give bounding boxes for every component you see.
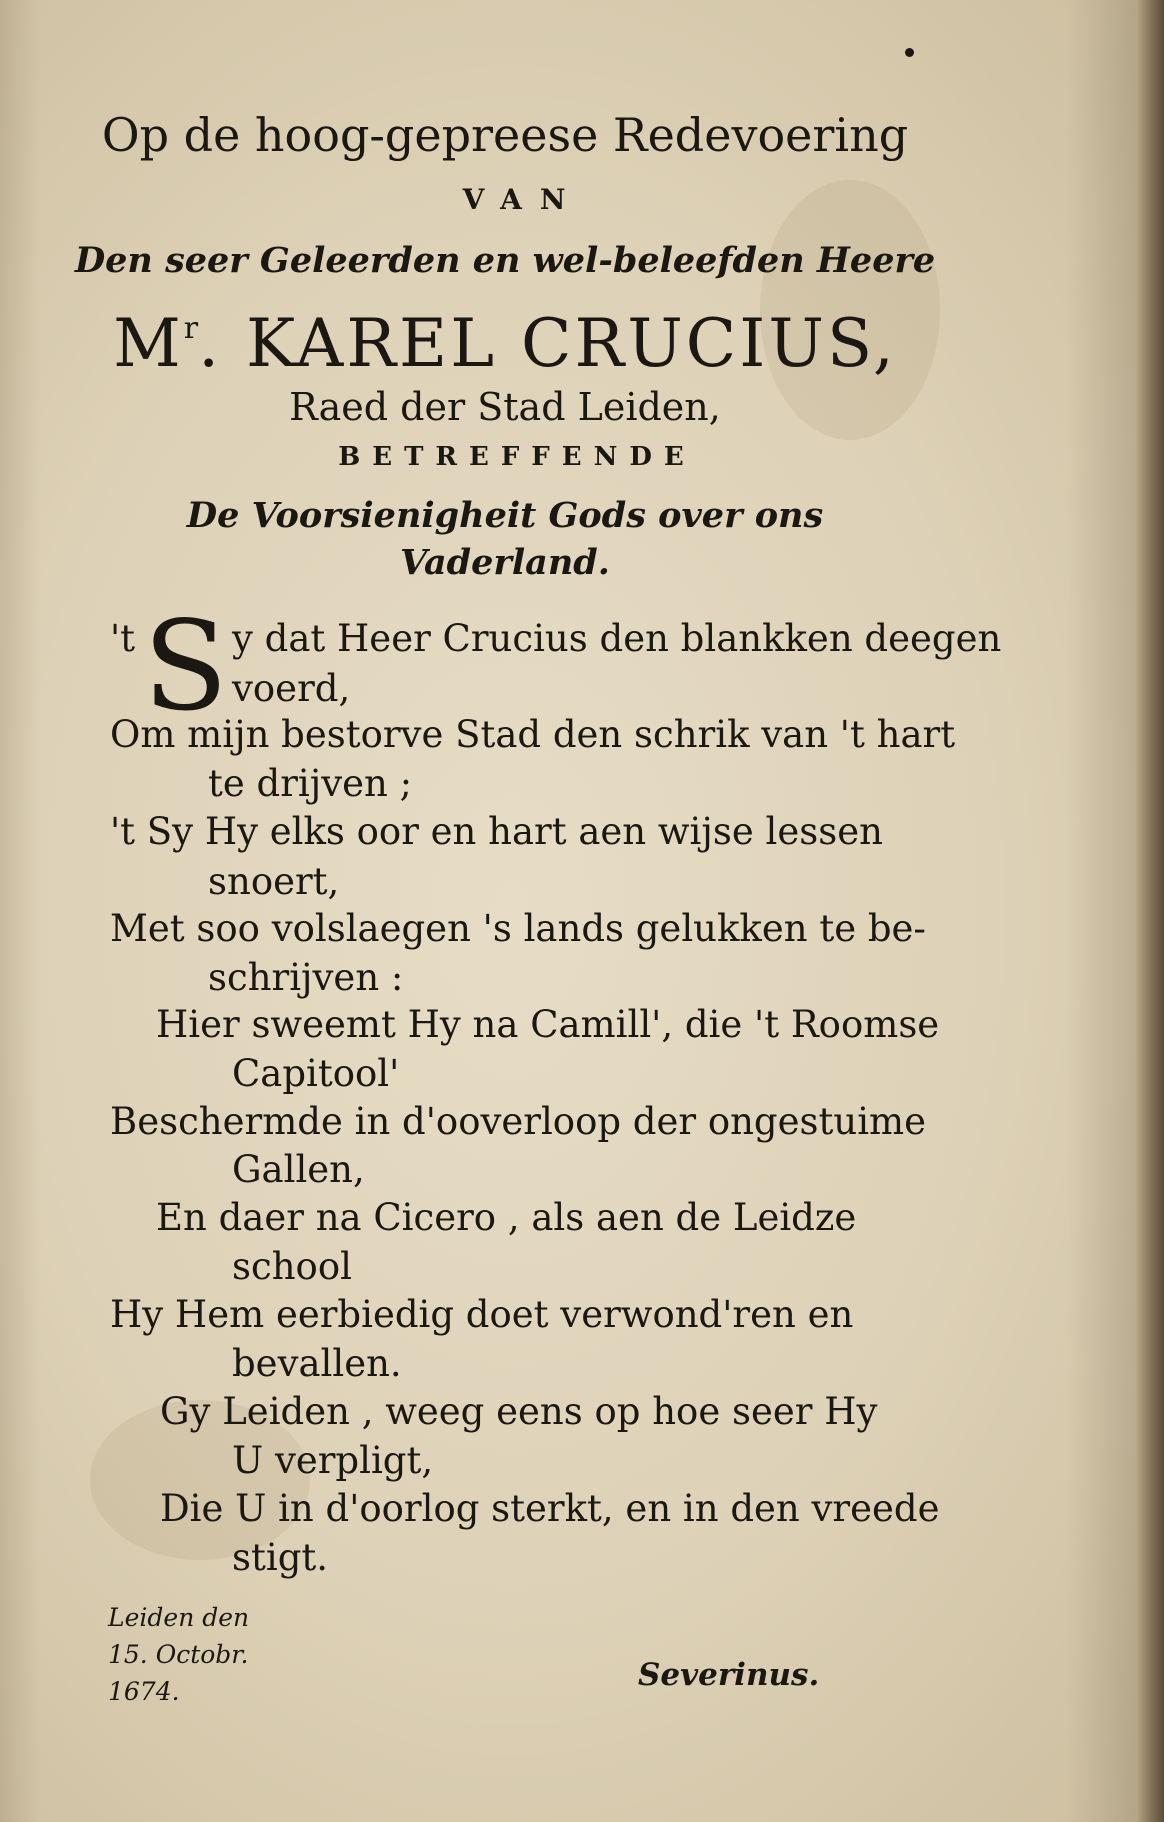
footer-year: 1674.	[108, 1677, 180, 1706]
poem-line: En daer na Cicero , als aen de Leidze	[156, 1196, 857, 1239]
poem-line: Om mijn bestorve Stad den schrik van 't hart	[110, 713, 956, 756]
poem-line-prefix: 't	[110, 617, 136, 660]
name-superscript: r	[183, 311, 199, 346]
footer-date: 15. Octobr.	[108, 1640, 249, 1669]
poem-line: U verpligt,	[232, 1439, 434, 1482]
title-line-1: Op de hoog-gepreese Redevoering	[101, 108, 909, 162]
poem-line-1: y dat Heer Crucius den blankken deegen	[232, 617, 1002, 660]
title-line-8: Vaderland.	[400, 542, 610, 583]
title-van: VAN	[462, 183, 584, 216]
poem-line: Met soo volslaegen 's lands gelukken te be-	[110, 907, 926, 950]
poem-line: 't Sy Hy elks oor en hart aen wijse lessen	[110, 810, 883, 853]
title-line-7: De Voorsienigheit Gods over ons	[186, 495, 824, 536]
poem-line: Hy Hem eerbiedig doet verwond'ren en	[110, 1293, 854, 1336]
page-edge-shadow	[1066, 0, 1136, 1822]
poem-line: Gy Leiden , weeg eens op hoe seer Hy	[160, 1390, 878, 1433]
poem-line: Capitool'	[232, 1052, 400, 1095]
poem-line: snoert,	[208, 860, 340, 903]
footer-place: Leiden den	[108, 1603, 250, 1632]
poem-line: bevallen.	[232, 1342, 402, 1385]
title-name	[0, 305, 1010, 382]
poem-line: Die U in d'oorlog sterkt, en in den vreede	[160, 1487, 940, 1530]
poem-line: schrijven :	[208, 956, 404, 999]
poem-line: te drijven ;	[208, 762, 413, 805]
title-line-5: Raed der Stad Leiden,	[289, 385, 721, 429]
poem-line: voerd,	[232, 667, 351, 710]
book-edge	[1136, 0, 1164, 1822]
poem-line: Beschermde in d'ooverloop der ongestuime	[110, 1100, 927, 1143]
poem-line: stigt.	[232, 1536, 329, 1579]
poem-line: school	[232, 1245, 352, 1288]
title-line-3: Den seer Geleerden en wel-beleefden Heere	[74, 240, 936, 281]
poem-line: Gallen,	[232, 1148, 365, 1191]
signature: Severinus.	[638, 1657, 820, 1693]
name-prefix: M	[113, 305, 184, 382]
name-main: . KAREL CRUCIUS,	[198, 305, 897, 382]
title-betreffende: BETREFFENDE	[338, 442, 696, 472]
ink-speck	[905, 48, 914, 57]
poem-line: Hier sweemt Hy na Camill', die 't Roomse	[156, 1003, 940, 1046]
drop-cap: S	[143, 595, 228, 739]
